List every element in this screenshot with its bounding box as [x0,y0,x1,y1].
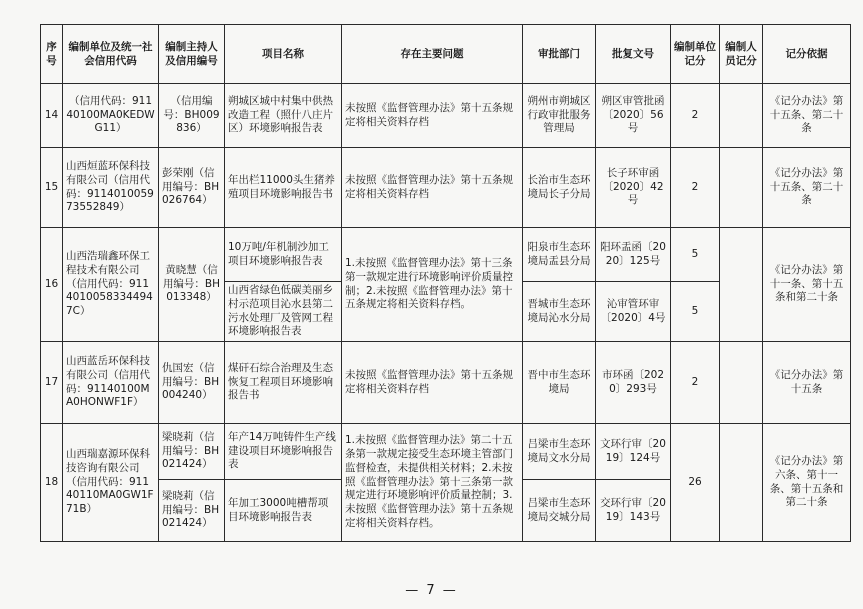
header-doc: 批复文号 [596,25,671,84]
row-dept: 吕梁市生态环境局交城分局 [523,480,596,542]
row-project: 年出栏11000头生猪养殖项目环境影响报告书 [225,148,342,228]
row-unit: （信用代码：91140100MA0KEDWG11） [63,84,159,148]
row-person-score [720,424,763,542]
table-row [41,84,851,148]
row-unit: 山西蓝岳环保科技有限公司（信用代码：91140100MA0HONWF1F） [63,342,159,424]
row-doc: 文环行审〔2019〕124号 [596,424,671,480]
row-host: 梁晓莉（信用编号：BH021424） [159,424,225,480]
row-unit: 山西浩瑞鑫环保工程技术有限公司（信用代码：91140100583344947C） [63,228,159,342]
table-row [41,424,851,480]
page-number: — 7 — [405,583,458,598]
row-doc: 长子环审函〔2020〕42号 [596,148,671,228]
row-unit-score: 2 [671,148,720,228]
row-unit: 山西烜蓝环保科技有限公司（信用代码：911401005973552849） [63,148,159,228]
row-doc: 沁审管环审〔2020〕4号 [596,282,671,342]
row-unit-score: 2 [671,84,720,148]
row-doc: 朔区审管批函〔2020〕56号 [596,84,671,148]
penalty-table [40,24,851,542]
row-issue: 未按照《监督管理办法》第十五条规定将相关资料存档 [342,148,523,228]
row-issue: 未按照《监督管理办法》第十五条规定将相关资料存档 [342,84,523,148]
row-project: 年加工3000吨槽帮项目环境影响报告表 [225,480,342,542]
row-person-score [720,84,763,148]
row-dept: 吕梁市生态环境局文水分局 [523,424,596,480]
header-person-score: 编制人员记分 [720,25,763,84]
row-unit-score: 5 [671,228,720,282]
header-unit: 编制单位及统一社会信用代码 [63,25,159,84]
row-person-score [720,228,763,342]
row-unit-score: 5 [671,282,720,342]
row-project: 朔城区城中村集中供热改造工程（照什八庄片区）环境影响报告表 [225,84,342,148]
row-person-score [720,342,763,424]
row-host: 彭荣刚（信用编号：BH026764） [159,148,225,228]
row-project: 10万吨/年机制沙加工项目环境影响报告表 [225,228,342,282]
row-basis: 《记分办法》第六条、第十一条、第十五条和第二十条 [763,424,851,542]
row-basis: 《记分办法》第十五条 [763,342,851,424]
row-no: 17 [41,342,63,424]
row-project: 山西省绿色低碳美丽乡村示范项目沁水县第二污水处理厂及管网工程环境影响报告表 [225,282,342,342]
row-no: 18 [41,424,63,542]
table-row [41,228,851,282]
row-dept: 朔州市朔城区行政审批服务管理局 [523,84,596,148]
row-issue: 1.未按照《监督管理办法》第十三条第一款规定进行环境影响评价质量控制；2.未按照《监督管理办法》第十五条规定将相关资料存档。 [342,228,523,342]
row-project: 年产14万吨铸件生产线建设项目环境影响报告表 [225,424,342,480]
row-host: 黄晓慧（信用编号：BH013348） [159,228,225,342]
row-host: （信用编号：BH009836） [159,84,225,148]
header-unit-score: 编制单位记分 [671,25,720,84]
row-issue: 未按照《监督管理办法》第十五条规定将相关资料存档 [342,342,523,424]
header-host: 编制主持人及信用编号 [159,25,225,84]
row-no: 15 [41,148,63,228]
row-project: 煤矸石综合治理及生态恢复工程项目环境影响报告书 [225,342,342,424]
row-dept: 长治市生态环境局长子分局 [523,148,596,228]
row-no: 14 [41,84,63,148]
row-dept: 晋中市生态环境局 [523,342,596,424]
row-no: 16 [41,228,63,342]
header-project: 项目名称 [225,25,342,84]
header-basis: 记分依据 [763,25,851,84]
row-host: 仇国宏（信用编号：BH004240） [159,342,225,424]
row-unit-score: 26 [671,424,720,542]
row-doc: 市环函〔2020〕293号 [596,342,671,424]
row-basis: 《记分办法》第十五条、第二十条 [763,84,851,148]
header-issue: 存在主要问题 [342,25,523,84]
header-dept: 审批部门 [523,25,596,84]
row-basis: 《记分办法》第十一条、第十五条和第二十条 [763,228,851,342]
row-doc: 阳环盂函〔2020〕125号 [596,228,671,282]
row-unit: 山西瑞嘉源环保科技咨询有限公司（信用代码：91140110MA0GW1F71B） [63,424,159,542]
row-dept: 晋城市生态环境局沁水分局 [523,282,596,342]
row-dept: 阳泉市生态环境局盂县分局 [523,228,596,282]
table-row [41,342,851,424]
row-doc: 交环行审〔2019〕143号 [596,480,671,542]
row-unit-score: 2 [671,342,720,424]
header-no: 序号 [41,25,63,84]
table-row [41,148,851,228]
row-issue: 1.未按照《监督管理办法》第二十五条第一款规定接受生态环境主管部门监督检查，未提供相关材料；2.未按照《监督管理办法》第十三条第一款规定进行环境影响评价质量控制；3.未按照《监督管理办法》第十五条规定将相关资料存档。 [342,424,523,542]
row-basis: 《记分办法》第十五条、第二十条 [763,148,851,228]
table-header-row [41,25,851,84]
row-host: 梁晓莉（信用编号：BH021424） [159,480,225,542]
row-person-score [720,148,763,228]
